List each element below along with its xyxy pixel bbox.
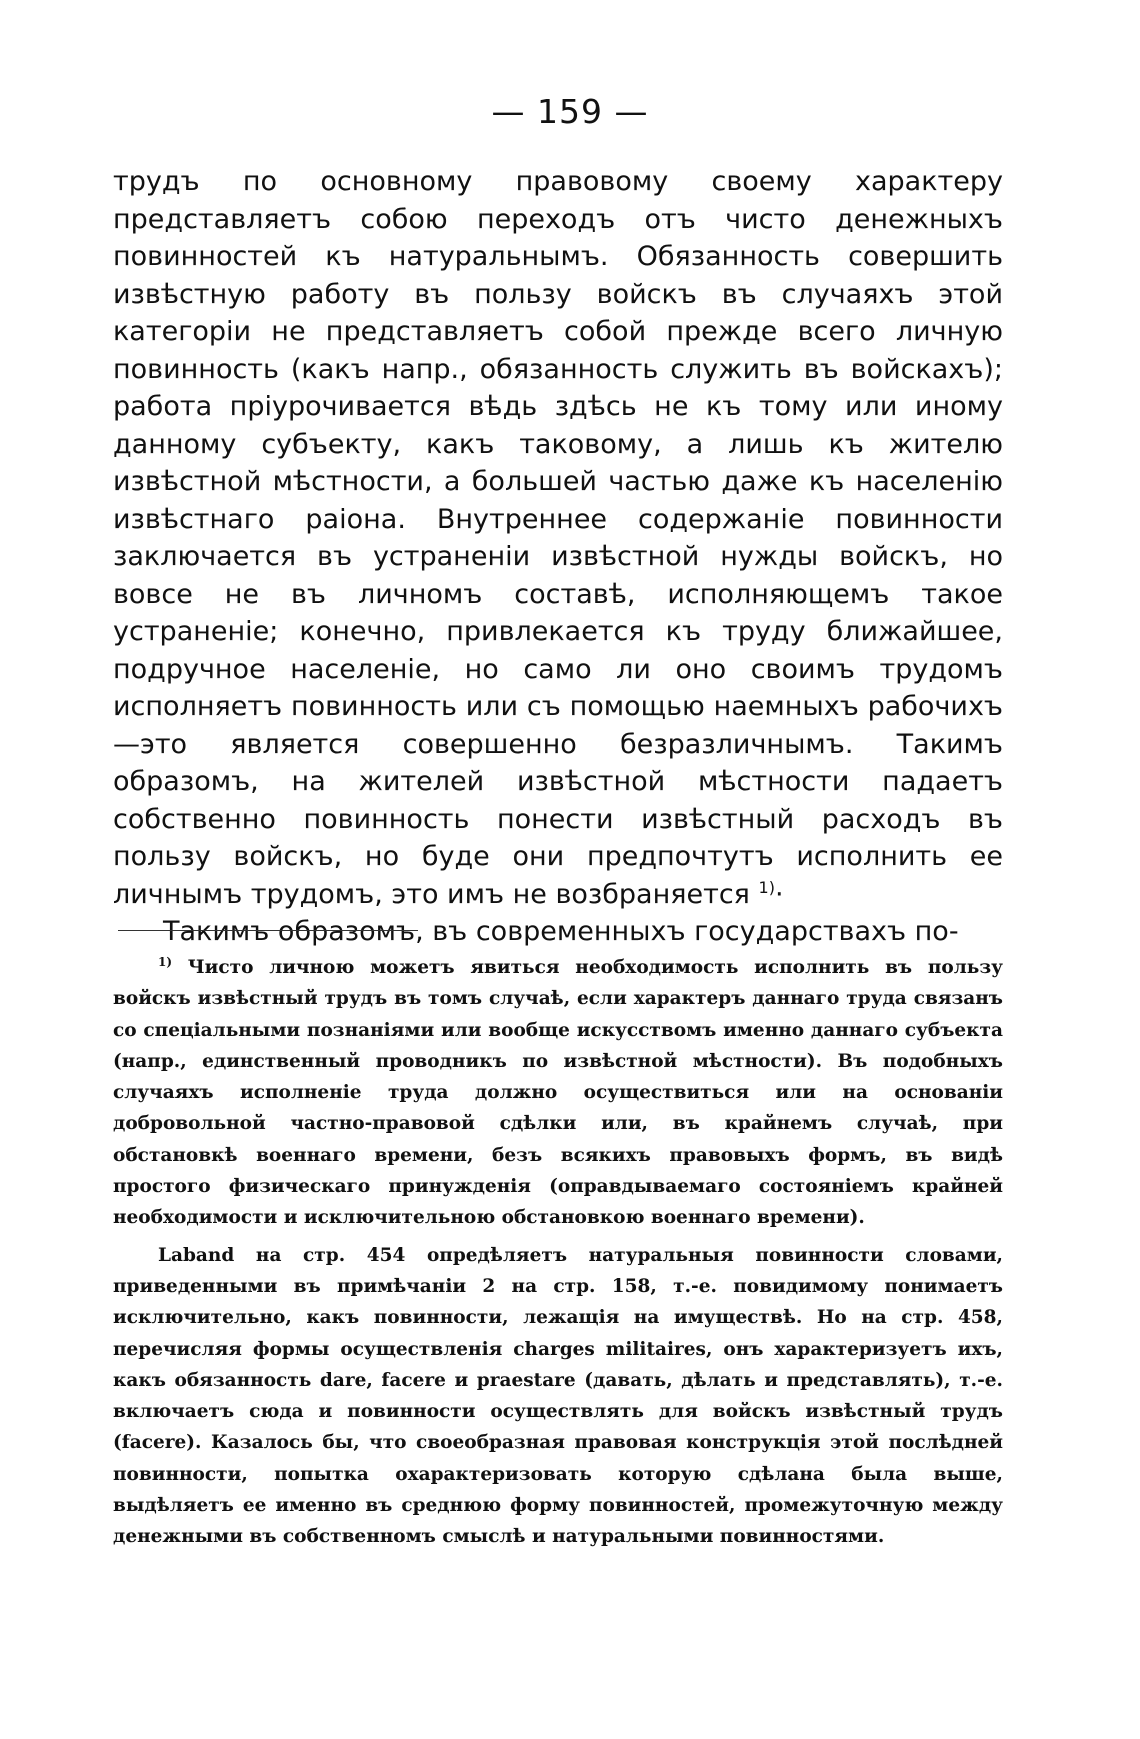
footnote-divider <box>118 930 418 931</box>
footnote-1 <box>113 952 1003 1234</box>
main-paragraph-2: Такимъ образомъ, въ современныхъ государствахъ по- <box>163 916 959 947</box>
footnotes <box>113 952 1003 1559</box>
footnote-reference: 1) <box>758 877 775 897</box>
page-number: — 159 — <box>491 92 649 131</box>
footnote-1-marker: 1) <box>158 954 173 969</box>
main-paragraph-1 <box>113 163 1003 913</box>
footnote-2: Laband на стр. 454 опредѣляетъ натуральныя повинности словами, приведенными въ примѣчаніи 2 на стр. 158, т.-е. повидимому понимаетъ исключительно, какъ повинности, лежащія на имуществѣ. Но на стр. 458, перечисляя формы осуществленія charges militaires, онъ характеризуетъ ихъ, какъ обязанность dare, facere и praestare (давать, дѣлать и представлять), т.-е. включаетъ сюда и повинности осуществлять для войскъ извѣстный трудъ (facere). Казалось бы, что своеобразная правовая конструкція этой послѣдней повинности, попытка охарактеризовать которую сдѣлана была выше, выдѣляетъ ее именно въ среднюю форму повинностей, промежуточную между денежными въ собственномъ смыслѣ и натуральными повинностями. <box>113 1244 1003 1548</box>
footnote-1-text: Чисто личною можетъ явиться необходимость исполнить въ пользу войскъ извѣстный трудъ въ томъ случаѣ, если характеръ даннаго труда связанъ со спеціальными познаніями или вообще искусствомъ именно даннаго субъекта (напр., единственный проводникъ по извѣстной мѣстности). Въ подобныхъ случаяхъ исполненіе труда должно осуществиться или на основаніи добровольной частно-правовой сдѣлки или, въ крайнемъ случаѣ, при обстановкѣ военнаго времени, безъ всякихъ правовыхъ формъ, въ видѣ простого физическаго принужденія (оправдываемаго состояніемъ крайней необходимости и исключительною обстановкою военнаго времени). <box>113 957 1003 1229</box>
main-paragraph-1-text: трудъ по основному правовому своему характеру представляетъ собою переходъ отъ чисто денежныхъ повинностей къ натуральнымъ. Обязанность совершить извѣстную работу въ пользу войскъ въ случаяхъ этой категоріи не представляетъ собой прежде всего личную повинность (какъ напр., обязанность служить въ войскахъ); работа пріурочивается вѣдь здѣсь не къ тому или иному данному субъекту, какъ таковому, а лишь къ жителю извѣстной мѣстности, а большей частью даже къ населенію извѣстнаго раіона. Внутреннее содержаніе повинности заключается въ устраненіи извѣстной нужды войскъ, но вовсе не въ личномъ составѣ, исполняющемъ такое устраненіе; конечно, привлекается къ труду ближайшее, подручное населеніе, но само ли оно своимъ трудомъ исполняетъ повинность или съ помощью наемныхъ рабочихъ—это является совершенно безразличнымъ. Такимъ образомъ, на жителей извѣстной мѣстности падаетъ собственно повинность понести извѣстный расходъ въ пользу войскъ, но буде они предпочтутъ исполнить ее личнымъ трудомъ, это имъ не возбраняется <box>113 166 1003 910</box>
main-text <box>113 163 1003 951</box>
main-paragraph-1-end: · <box>774 878 784 910</box>
